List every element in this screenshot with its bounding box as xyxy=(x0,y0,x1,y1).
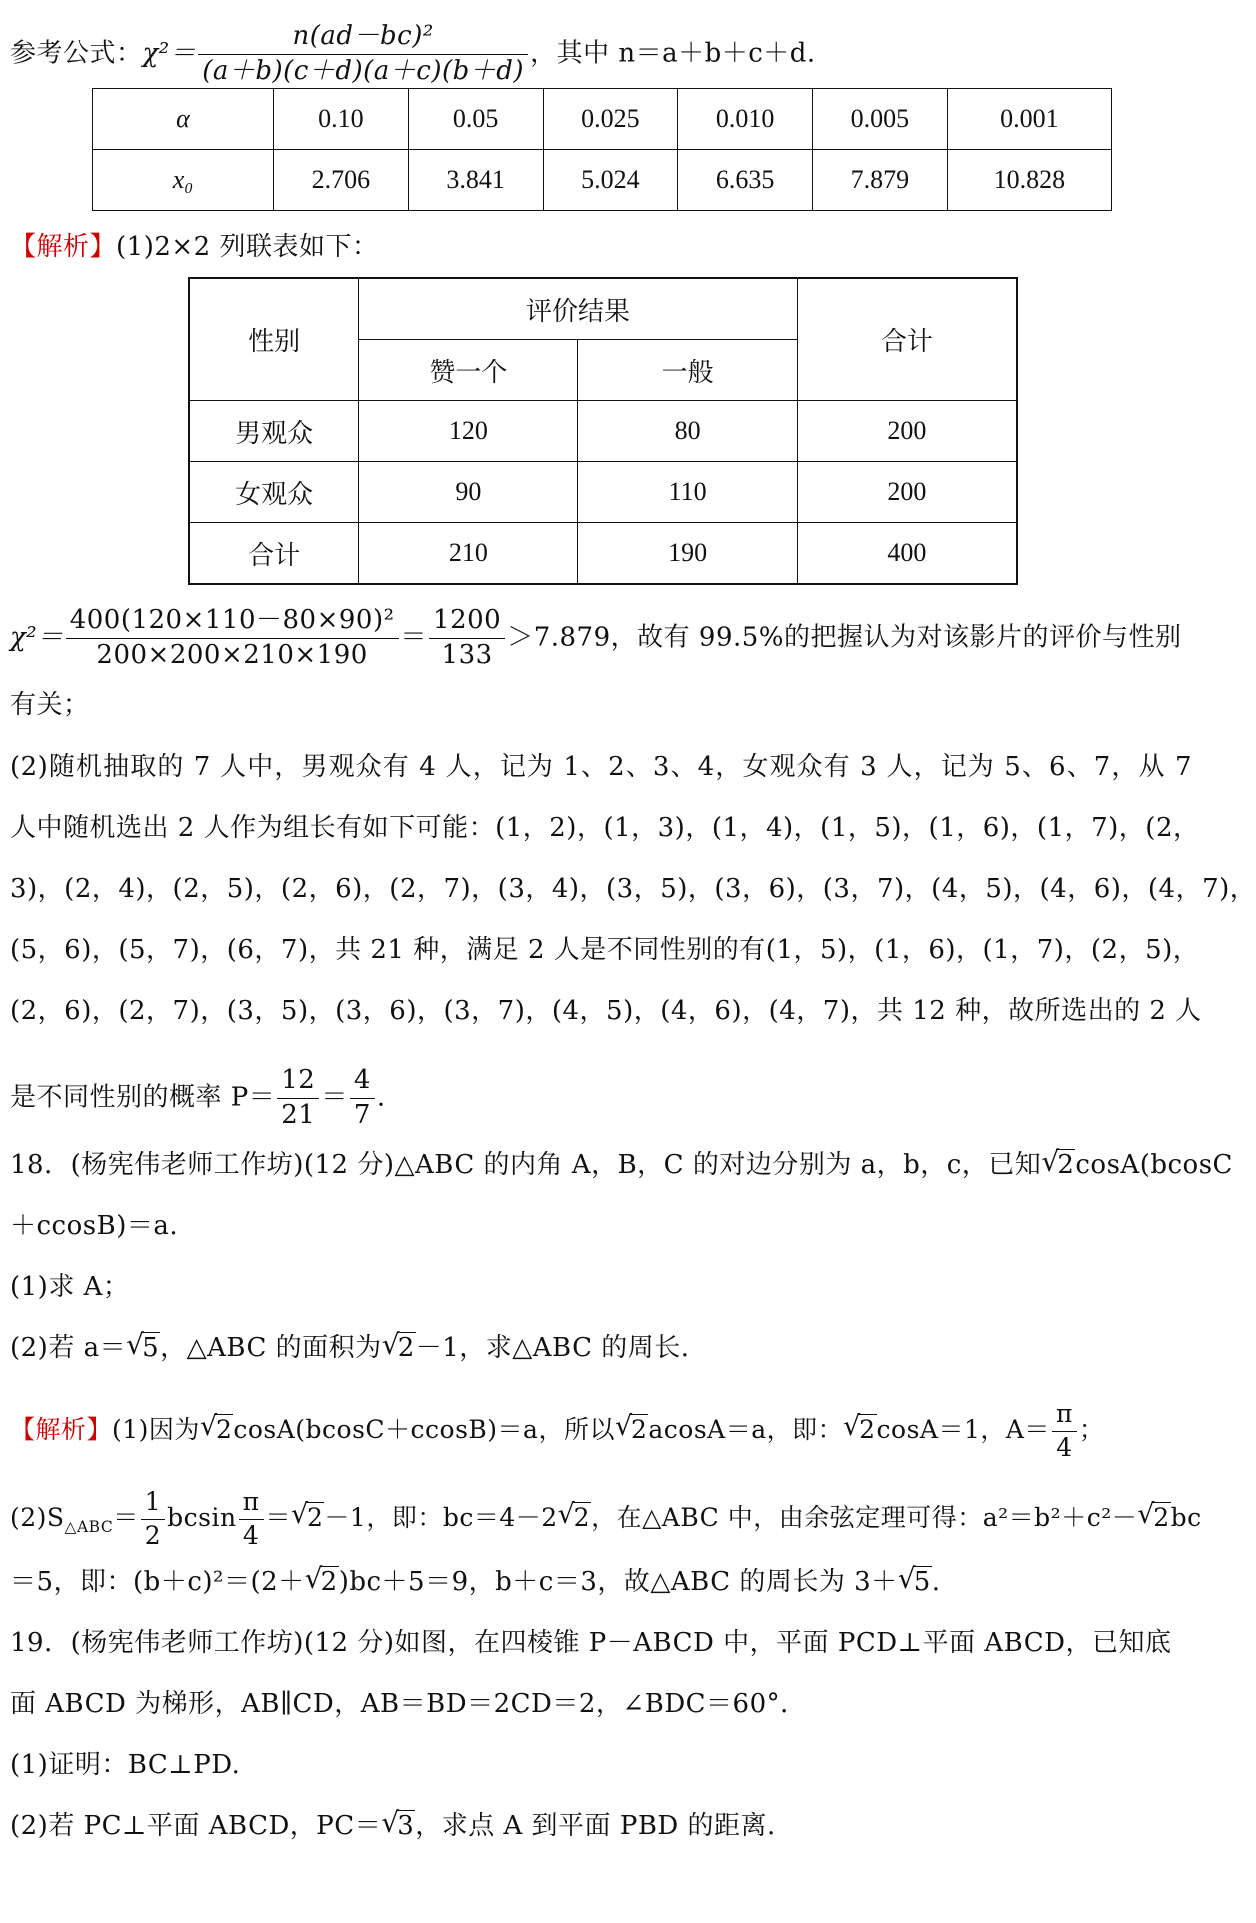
sol18-text: (1)因为 xyxy=(112,1414,200,1444)
formula-label: 参考公式： xyxy=(10,38,143,69)
x0-cell: 10.828 xyxy=(947,150,1111,211)
solution-18-line2 xyxy=(10,1487,1202,1551)
gender-header: 性别 xyxy=(189,278,359,401)
analysis-tag: 【解析】 xyxy=(10,232,117,262)
sqrt-symbol xyxy=(384,1331,416,1365)
radicand: 2 xyxy=(397,1333,415,1363)
fraction-numerator: 1 xyxy=(141,1488,165,1520)
probability-fraction-2 xyxy=(350,1066,375,1131)
alpha-cell: 0.005 xyxy=(813,89,948,150)
solution-18-line3 xyxy=(10,1565,1192,1599)
result-header: 评价结果 xyxy=(359,278,798,340)
fraction-denominator: 4 xyxy=(242,1520,260,1550)
x0-cell: 7.879 xyxy=(813,150,948,211)
half-fraction xyxy=(141,1488,165,1551)
chi-calc-denominator: 200×200×210×190 xyxy=(96,639,368,670)
question-19-line1: 19．(杨宪伟老师工作坊)(12 分)如图，在四棱锥 P－ABCD 中，平面 PCD⊥平面 ABCD，已知底 xyxy=(10,1628,1172,1658)
sqrt-symbol xyxy=(307,1565,339,1599)
critical-value-table xyxy=(92,88,1112,211)
sqrt-symbol xyxy=(617,1413,648,1447)
cell-total: 200 xyxy=(797,401,1017,462)
sol18-text: (2)S xyxy=(10,1502,65,1532)
sol18-text: ＝ xyxy=(113,1502,139,1532)
q19-sub2-text: ，求点 A 到平面 PBD 的距离. xyxy=(415,1811,776,1841)
x0-label: x₀ xyxy=(93,150,274,211)
question-18-line2: ＋ccosB)＝a. xyxy=(10,1211,179,1241)
fraction-denominator: 2 xyxy=(144,1520,162,1550)
question-18-line1 xyxy=(10,1148,1233,1182)
sqrt-symbol xyxy=(845,1413,876,1447)
sqrt-symbol xyxy=(128,1331,160,1365)
probability-fraction-1 xyxy=(277,1066,319,1131)
probability-eq: ＝ xyxy=(321,1082,348,1113)
probability-numerator-1: 12 xyxy=(277,1066,319,1099)
sol18-text: )bc＋5＝9，b＋c＝3，故△ABC 的周长为 3＋ xyxy=(338,1567,898,1597)
cell-normal: 80 xyxy=(578,401,797,462)
radicand: 2 xyxy=(859,1414,876,1444)
pi-over-4-fraction xyxy=(1052,1400,1077,1463)
radicand: 5 xyxy=(913,1567,931,1597)
table-row xyxy=(93,89,1112,150)
col-like-header: 赞一个 xyxy=(359,340,578,401)
reference-formula xyxy=(10,22,1192,87)
cell-like: 210 xyxy=(359,523,578,585)
q18-text: cosA(bcosC xyxy=(1075,1150,1233,1180)
fraction-denominator: 4 xyxy=(1056,1432,1073,1462)
chi-calc-result-fraction xyxy=(429,606,505,671)
radicand: 2 xyxy=(573,1502,591,1532)
radicand: 2 xyxy=(215,1414,233,1444)
question-19-sub2 xyxy=(10,1809,1192,1843)
radicand: 2 xyxy=(320,1567,338,1597)
chi-calc-continuation: 有关； xyxy=(10,690,90,720)
sqrt-symbol xyxy=(560,1501,591,1535)
alpha-label: α xyxy=(93,89,274,150)
sol18-text: ＝ xyxy=(265,1502,292,1532)
sqrt-symbol xyxy=(1043,1148,1075,1182)
chi-calc-lhs: χ²＝ xyxy=(10,622,64,653)
contingency-table xyxy=(188,277,1018,585)
radicand: 3 xyxy=(397,1811,415,1841)
analysis-intro xyxy=(10,230,1192,264)
row-label: 女观众 xyxy=(189,462,359,523)
probability-denominator-2: 7 xyxy=(353,1099,371,1130)
formula-fraction xyxy=(198,22,528,87)
row-label: 合计 xyxy=(189,523,359,585)
q18-text: 18．(杨宪伟老师工作坊)(12 分)△ABC 的内角 A，B，C 的对边分别为 a，b，c，已知 xyxy=(10,1150,1042,1180)
q18-sub2-text: ，△ABC 的面积为 xyxy=(160,1333,382,1363)
table-row xyxy=(189,523,1017,585)
part2-line: (2)随机抽取的 7 人中，男观众有 4 人，记为 1、2、3、4，女观众有 3 人，记为 5、6、7，从 7 xyxy=(10,752,1192,782)
sqrt-symbol xyxy=(202,1413,233,1447)
sqrt-symbol xyxy=(293,1501,324,1535)
x0-cell: 5.024 xyxy=(543,150,678,211)
radicand: 2 xyxy=(630,1414,648,1444)
sqrt-symbol xyxy=(383,1809,415,1843)
cell-like: 120 xyxy=(359,401,578,462)
chi-calc-result-denominator: 133 xyxy=(441,639,493,670)
sol18-text: －1，即：bc＝4－2 xyxy=(324,1502,558,1532)
cell-like: 90 xyxy=(359,462,578,523)
sol18-text: acosA＝a，即： xyxy=(648,1414,844,1444)
table-row xyxy=(189,278,1017,340)
sol18-text: ，在△ABC 中，由余弦定理可得：a²＝b²＋c²－ xyxy=(591,1502,1138,1532)
alpha-cell: 0.010 xyxy=(678,89,813,150)
cell-normal: 110 xyxy=(578,462,797,523)
q19-sub2-text: (2)若 PC⊥平面 ABCD，PC＝ xyxy=(10,1811,382,1841)
q18-sub2-text: (2)若 a＝ xyxy=(10,1333,127,1363)
sol18-text: bcsin xyxy=(167,1502,237,1532)
chi-calc-tail: ＞7.879，故有 99.5%的把握认为对该影片的评价与性别 xyxy=(507,622,1182,653)
cell-total: 200 xyxy=(797,462,1017,523)
sol18-text: bc xyxy=(1170,1502,1202,1532)
part2-line: 人中随机选出 2 人作为组长有如下可能：(1，2)，(1，3)，(1，4)，(1，5)，(1，6)，(1，7)，(2， xyxy=(10,813,1200,843)
alpha-cell: 0.05 xyxy=(408,89,543,150)
formula-chi-lhs: χ²＝ xyxy=(142,38,197,69)
sol18-text: cosA＝1，A＝ xyxy=(876,1414,1050,1444)
radicand: 2 xyxy=(307,1502,324,1532)
part2-line: (2，6)，(2，7)，(3，5)，(3，6)，(3，7)，(4，5)，(4，6)，(4，7)，共 12 种，故所选出的 2 人 xyxy=(10,996,1202,1026)
chi-calc-eq: ＝ xyxy=(400,622,428,653)
q18-sub2-text: －1，求△ABC 的周长. xyxy=(415,1333,690,1363)
chi-calc-numerator: 400(120×110－80×90)² xyxy=(66,606,399,639)
table-row xyxy=(93,150,1112,211)
part2-line: (5，6)，(5，7)，(6，7)，共 21 种，满足 2 人是不同性别的有(1，5)，(1，6)，(1，7)，(2，5)， xyxy=(10,935,1200,965)
col-normal-header: 一般 xyxy=(578,340,797,401)
total-header: 合计 xyxy=(797,278,1017,401)
probability-end: . xyxy=(376,1082,386,1113)
alpha-cell: 0.001 xyxy=(947,89,1111,150)
formula-suffix: ，其中 n＝a＋b＋c＋d. xyxy=(530,38,816,69)
analysis-intro-text: (1)2×2 列联表如下： xyxy=(116,232,379,262)
fraction-numerator: π xyxy=(1052,1400,1077,1432)
part2-line: 3)，(2，4)，(2，5)，(2，6)，(2，7)，(3，4)，(3，5)，(3，6)，(3，7)，(4，5)，(4，6)，(4，7)， xyxy=(10,874,1256,904)
sol18-text: cosA(bcosC＋ccosB)＝a，所以 xyxy=(233,1414,615,1444)
question-19-sub1: (1)证明：BC⊥PD. xyxy=(10,1750,241,1780)
formula-denominator: (a＋b)(c＋d)(a＋c)(b＋d) xyxy=(202,55,525,86)
probability-prefix: 是不同性别的概率 P＝ xyxy=(10,1082,276,1113)
sqrt-symbol xyxy=(900,1565,932,1599)
cell-normal: 190 xyxy=(578,523,797,585)
radicand: 2 xyxy=(1057,1150,1075,1180)
probability-numerator-2: 4 xyxy=(350,1066,375,1099)
x0-cell: 2.706 xyxy=(274,150,409,211)
sol18-text: ＝5，即：(b＋c)²＝(2＋ xyxy=(10,1567,305,1597)
question-19-line2: 面 ABCD 为梯形，AB∥CD，AB＝BD＝2CD＝2，∠BDC＝60°． xyxy=(10,1689,807,1719)
alpha-cell: 0.10 xyxy=(274,89,409,150)
radicand: 2 xyxy=(1153,1502,1170,1532)
fraction-numerator: π xyxy=(239,1488,264,1520)
table-row xyxy=(189,462,1017,523)
cell-total: 400 xyxy=(797,523,1017,585)
chi-calc-result-numerator: 1200 xyxy=(429,606,505,639)
sol18-text: ； xyxy=(1078,1414,1105,1444)
sqrt-symbol xyxy=(1139,1501,1170,1535)
probability-line xyxy=(10,1066,1192,1131)
table-row xyxy=(189,401,1017,462)
sol18-text: . xyxy=(931,1567,941,1597)
probability-denominator-1: 21 xyxy=(281,1099,316,1130)
question-18-sub2 xyxy=(10,1331,1192,1365)
alpha-cell: 0.025 xyxy=(543,89,678,150)
chi-square-calculation xyxy=(10,606,1192,671)
formula-numerator: n(ad－bc)² xyxy=(198,22,528,55)
area-subscript: △ABC xyxy=(64,1517,114,1536)
radicand: 5 xyxy=(142,1333,160,1363)
x0-cell: 6.635 xyxy=(678,150,813,211)
solution-18-line1 xyxy=(10,1400,1192,1463)
chi-calc-fraction xyxy=(66,606,399,671)
pi-over-4-fraction xyxy=(239,1488,264,1551)
x0-cell: 3.841 xyxy=(408,150,543,211)
question-18-sub1: (1)求 A； xyxy=(10,1272,130,1302)
row-label: 男观众 xyxy=(189,401,359,462)
analysis-tag: 【解析】 xyxy=(10,1414,113,1444)
